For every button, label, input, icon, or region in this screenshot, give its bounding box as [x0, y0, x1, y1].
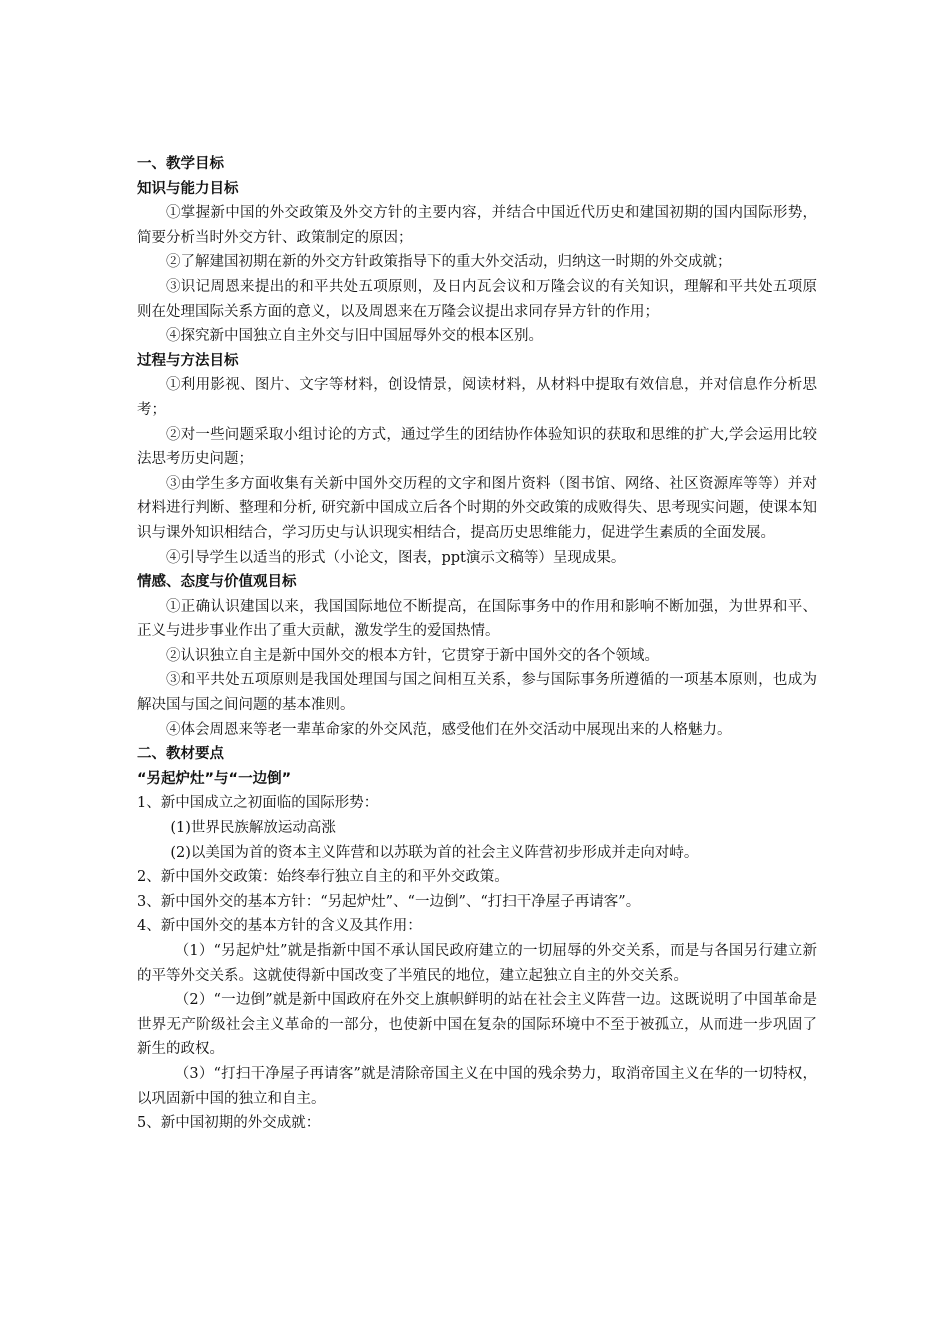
section-1-title: 一、教学目标 [137, 156, 224, 172]
knowledge-heading: 知识与能力目标 [137, 180, 239, 197]
knowledge-item: ①掌握新中国的外交政策及外交方针的主要内容，并结合中国近代历史和建国初期的国内国际形势，简要分析当时外交方针、政策制定的原因； [137, 205, 817, 246]
point-1b: (2)以美国为首的资本主义阵营和以苏联为首的社会主义阵营初步形成并走向对峙。 [170, 844, 699, 861]
point-4a: （1）“另起炉灶”就是指新中国不承认国民政府建立的一切屈辱的外交关系，而是与各国另行建立新的平等外交关系。这就使得新中国改变了半殖民的地位，建立起独立自主的外交关系。 [137, 943, 817, 984]
point-1a: (1)世界民族解放运动高涨 [170, 820, 336, 837]
emotion-item: ①正确认识建国以来，我国国际地位不断提高，在国际事务中的作用和影响不断加强，为世界和平、正义与进步事业作出了重大贡献，激发学生的爱国热情。 [137, 598, 817, 640]
emotion-item: ④体会周恩来等老一辈革命家的外交风范，感受他们在外交活动中展现出来的人格魅力。 [166, 721, 732, 738]
process-item: ④引导学生以适当的形式（小论文，图表，ppt演示文稿等）呈现成果。 [166, 549, 626, 566]
process-item: ③由学生多方面收集有关新中国外交历程的文字和图片资料（图书馆、网络、社区资源库等等）并对材料进行判断、整理和分析, 研究新中国成立后各个时期的外交政策的成败得失、思考现实问题，使课本知识与课外知识相结合，学习历史与认识现实相结合，提高历史思维能力，促进学生素质的全面发展。 [137, 475, 817, 541]
knowledge-item: ③识记周恩来提出的和平共处五项原则，及日内瓦会议和万隆会议的有关知识，理解和平共处五项原则在处理国际关系方面的意义，以及周恩来在万隆会议提出求同存异方针的作用； [137, 278, 817, 320]
section-2-title: 二、教材要点 [137, 746, 224, 763]
process-item: ②对一些问题采取小组讨论的方式，通过学生的团结协作体验知识的获取和思维的扩大,学会运用比较法思考历史问题； [137, 426, 817, 468]
point-1: 1、新中国成立之初面临的国际形势： [137, 795, 379, 812]
knowledge-item: ④探究新中国独立自主外交与旧中国屈辱外交的根本区别。 [166, 328, 543, 345]
point-4: 4、新中国外交的基本方针的含义及其作用： [137, 918, 422, 935]
process-item: ①利用影视、图片、文字等材料，创设情景，阅读材料，从材料中提取有效信息，并对信息作分析思考； [137, 377, 817, 418]
emotion-item: ③和平共处五项原则是我国处理国与国之间相互关系，参与国际事务所遵循的一项基本原则，也成为解决国与国之间问题的基本准则。 [137, 672, 817, 714]
point-5: 5、新中国初期的外交成就： [137, 1115, 321, 1132]
emotion-heading: 情感、态度与价值观目标 [137, 574, 297, 591]
point-2: 2、新中国外交政策：始终奉行独立自主的和平外交政策。 [137, 869, 509, 886]
point-4c: （3）“打扫干净屋子再请客”就是清除帝国主义在中国的残余势力，取消帝国主义在华的一切特权，以巩固新中国的独立和自主。 [137, 1065, 817, 1107]
emotion-item: ②认识独立自主是新中国外交的根本方针，它贯穿于新中国外交的各个领域。 [166, 647, 659, 664]
process-heading: 过程与方法目标 [137, 352, 239, 369]
document-page [137, 152, 817, 1136]
knowledge-item: ②了解建国初期在新的外交方针政策指导下的重大外交活动，归纳这一时期的外交成就； [166, 254, 732, 271]
point-3: 3、新中国外交的基本方针：“另起炉灶”、“一边倒”、“打扫干净屋子再请客”。 [137, 893, 641, 910]
point-4b: （2）“一边倒”就是新中国政府在外交上旗帜鲜明的站在社会主义阵营一边。这既说明了中国革命是世界无产阶级社会主义革命的一部分，也使新中国在复杂的国际环境中不至于被孤立，从而进一步巩固了新生的政权。 [137, 992, 817, 1058]
section-2-subtitle: “另起炉灶”与“一边倒” [137, 770, 292, 787]
